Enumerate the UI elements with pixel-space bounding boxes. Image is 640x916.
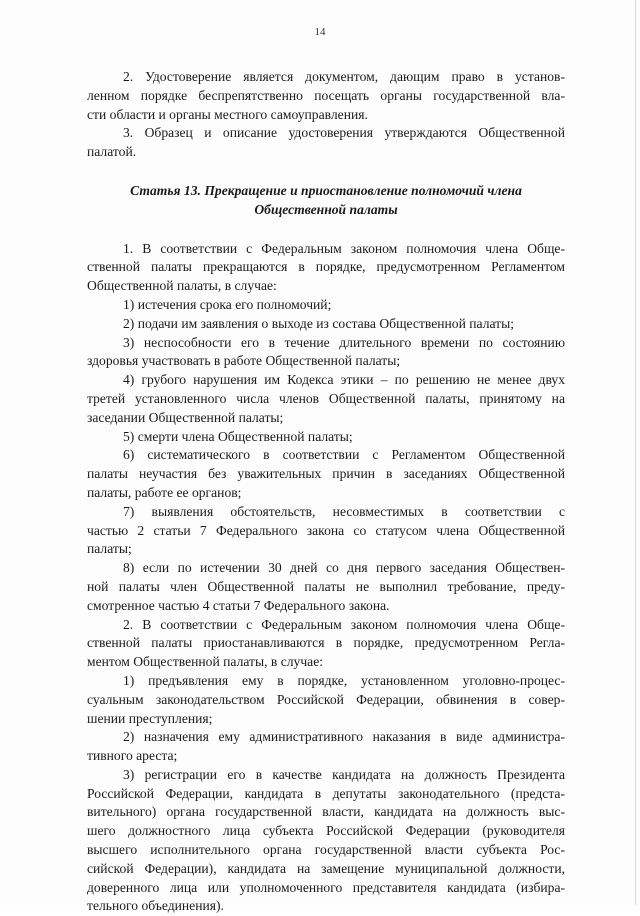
paragraph bbox=[87, 766, 565, 916]
paragraph-line: 3. Образец и описание удостоверения утверждаются Общественной bbox=[123, 125, 565, 141]
paragraph bbox=[87, 503, 565, 559]
top-paragraphs bbox=[87, 68, 565, 162]
paragraph-line: третей установленного числа членов Общественной палаты, принятому на bbox=[87, 390, 565, 406]
paragraph-line: 1) предъявления ему в порядке, установленном уголовно-процес- bbox=[123, 672, 565, 688]
paragraph-line: смотренное частью 4 статьи 7 Федерального закона. bbox=[87, 597, 390, 613]
paragraph-line: тельного объединения). bbox=[87, 898, 224, 914]
paragraph-line: высшего исполнительного органа государственной власти субъекта Рос- bbox=[87, 842, 565, 858]
paragraph-line: ментом Общественной палаты, в случае: bbox=[87, 654, 324, 670]
paragraph-line: вительного) органа государственной власти, кандидата на должность выс- bbox=[87, 804, 565, 820]
paragraph bbox=[87, 428, 565, 447]
paragraph-line: здоровья участвовать в работе Общественной палаты; bbox=[87, 353, 401, 369]
paragraph-line: 8) если по истечении 30 дней со дня первого заседания Обществен- bbox=[123, 560, 565, 576]
paragraph-line: палаты; bbox=[87, 541, 132, 557]
paragraph-line: 7) выявления обстоятельств, несовместимых в соответствии с bbox=[123, 503, 565, 519]
paragraph-line: шего должностного лица субъекта Российской Федерации (руководителя bbox=[87, 823, 565, 839]
paragraph bbox=[87, 124, 565, 162]
paragraph-line: частью 2 статьи 7 Федерального закона со статусом члена Общественной bbox=[87, 522, 565, 538]
paragraph-line: ственной палаты прекращаются в порядке, предусмотренном Регламентом bbox=[87, 259, 565, 275]
article-heading-line-2: Общественной палаты bbox=[254, 201, 398, 217]
paragraph-line: ной палаты член Общественной палаты не выполнил требование, преду- bbox=[87, 578, 565, 594]
paragraph bbox=[87, 371, 565, 427]
document-body bbox=[87, 68, 565, 916]
scan-edge-line bbox=[635, 0, 636, 905]
paragraph bbox=[87, 315, 565, 334]
paragraph-line: сти области и органы местного самоуправления. bbox=[87, 106, 368, 122]
paragraph bbox=[87, 559, 565, 615]
paragraph-line: 3) неспособности его в течение длительного времени по состоянию bbox=[123, 334, 565, 350]
paragraph-line: 5) смерти члена Общественной палаты; bbox=[123, 428, 353, 444]
article-paragraphs bbox=[87, 240, 565, 916]
paragraph-line: палаты, работе ее органов; bbox=[87, 484, 242, 500]
paragraph-line: 2. Удостоверение является документом, дающим право в установ- bbox=[123, 69, 565, 84]
paragraph-line: заседании Общественной палаты; bbox=[87, 409, 284, 425]
paragraph-line: Российской Федерации, кандидата в депутаты законодательного (предста- bbox=[87, 785, 565, 801]
paragraph bbox=[87, 446, 565, 502]
paragraph-line: палаты неучастия без уважительных причин в заседаниях Общественной bbox=[87, 466, 565, 482]
paragraph bbox=[87, 728, 565, 766]
paragraph-line: 3) регистрации его в качестве кандидата на должность Президента bbox=[123, 766, 565, 782]
paragraph-line: ленном порядке беспрепятственно посещать органы государственной вла- bbox=[87, 87, 565, 103]
paragraph-line: шении преступления; bbox=[87, 710, 213, 726]
paragraph bbox=[87, 334, 565, 372]
paragraph bbox=[87, 672, 565, 728]
page-number: 14 bbox=[314, 26, 326, 38]
paragraph-line: сийской Федерации), кандидата на замещение муниципальной должности, bbox=[87, 860, 565, 876]
paragraph-line: палатой. bbox=[87, 144, 137, 160]
paragraph-line: 2) подачи им заявления о выходе из состава Общественной палаты; bbox=[123, 315, 515, 331]
paragraph bbox=[87, 240, 565, 296]
paragraph-line: 2. В соответствии с Федеральным законом полномочия члена Обще- bbox=[123, 616, 565, 632]
paragraph-line: 1) истечения срока его полномочий; bbox=[123, 296, 332, 312]
paragraph-line: 4) грубого нарушения им Кодекса этики – по решению не менее двух bbox=[123, 372, 565, 388]
paragraph bbox=[87, 68, 565, 124]
paragraph-line: 6) систематического в соответствии с Регламентом Общественной bbox=[123, 447, 565, 463]
paragraph bbox=[87, 296, 565, 315]
paragraph-line: Общественной палаты, в случае: bbox=[87, 278, 277, 294]
paragraph-line: доверенного лица или уполномоченного представителя кандидата (избира- bbox=[87, 879, 565, 895]
article-heading-line-1: Статья 13. Прекращение и приостановление полномочий члена bbox=[130, 182, 522, 198]
paragraph-line: 2) назначения ему административного наказания в виде администра- bbox=[123, 729, 565, 745]
paragraph bbox=[87, 616, 565, 672]
paragraph-line: 1. В соответствии с Федеральным законом полномочия члена Обще- bbox=[123, 240, 565, 256]
paragraph-line: суальным законодательством Российской Федерации, обвинения в совер- bbox=[87, 691, 565, 707]
paragraph-line: ственной палаты приостанавливаются в порядке, предусмотренном Регла- bbox=[87, 635, 565, 651]
paragraph-line: тивного ареста; bbox=[87, 748, 178, 764]
